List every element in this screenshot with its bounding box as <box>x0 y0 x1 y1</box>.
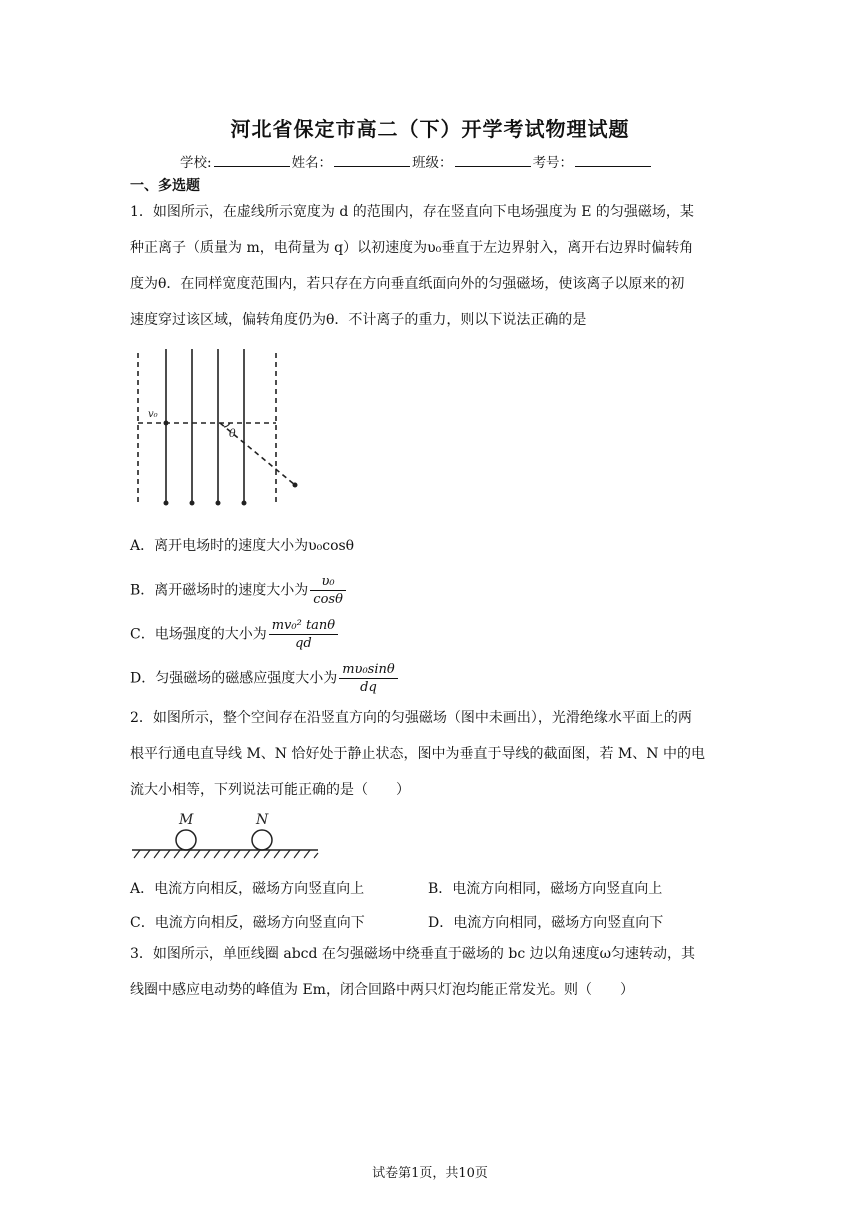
q2-line-3: 流大小相等，下列说法可能正确的是（ ） <box>130 782 410 798</box>
q1-d-fraction: $\frac{\text{mυ₀sinθ}}{dq}$ <box>339 661 397 696</box>
q3-line-1: 3．如图所示，单匝线圈 abcd 在匀强磁场中绕垂直于磁场的 bc 边以角速度ω匀速转动，其 <box>130 946 696 962</box>
name-blank <box>334 154 410 167</box>
wire-n <box>252 830 272 850</box>
class-label: 班级： <box>412 155 453 171</box>
label-n: N <box>256 812 269 828</box>
q2-wires-figure <box>130 808 320 860</box>
q1-line-2: 种正离子（质量为 m，电荷量为 q）以初速度为υ₀垂直于左边界射入，离开右边界时偏转角 <box>130 240 694 256</box>
q1-option-c: C．电场强度的大小为 $\frac{\text{mv₀² tanθ}}{qd}$ <box>130 617 338 652</box>
q2-line-1: 2．如图所示，整个空间存在沿竖直方向的匀强磁场（图中未画出），光滑绝缘水平面上的两 <box>130 710 692 726</box>
section-heading: 一、多选题 <box>130 178 200 194</box>
v0-label: v₀ <box>148 409 158 420</box>
question-2-text <box>130 700 730 808</box>
q1-option-b: B．离开磁场时的速度大小为 $\frac{\text{υ₀}}{\cos\theta}$ <box>130 573 346 608</box>
q1-line-3: 度为θ．在同样宽度范围内，若只存在方向垂直纸面向外的匀强磁场，使该离子以原来的初 <box>130 276 685 292</box>
q1-line-4: 速度穿过该区域，偏转角度仍为θ．不计离子的重力，则以下说法正确的是 <box>130 312 587 328</box>
q3-line-2: 线圈中感应电动势的峰值为 Em，闭合回路中两只灯泡均能正常发光。则（ ） <box>130 982 634 998</box>
school-label: 学校: <box>180 155 212 171</box>
q2-option-d: D．电流方向相同，磁场方向竖直向下 <box>428 915 664 931</box>
q2-line-2: 根平行通电直导线 M、N 恰好处于静止状态，图中为垂直于导线的截面图，若 M、N 中的电 <box>130 746 705 762</box>
school-blank <box>214 154 290 167</box>
page-footer: 试卷第1页，共10页 <box>372 1166 488 1181</box>
wire-m <box>176 830 196 850</box>
q2-option-c: C．电流方向相反，磁场方向竖直向下 <box>130 915 365 931</box>
number-blank <box>575 154 651 167</box>
ion-particle <box>164 421 169 426</box>
q1-b-fraction: $\frac{\text{υ₀}}{\cos\theta}$ <box>310 573 346 608</box>
q1-line-1: 1．如图所示，在虚线所示宽度为 d 的范围内，存在竖直向下电场强度为 E 的匀强磁场，某 <box>130 204 694 220</box>
number-label: 考号： <box>532 155 574 171</box>
class-blank <box>455 154 531 167</box>
q1-option-d: D．匀强磁场的磁感应强度大小为 $\frac{\text{mυ₀sinθ}}{dq}$ <box>130 661 398 696</box>
q2-option-a: A．电流方向相反，磁场方向竖直向上 <box>130 881 365 897</box>
name-label: 姓名： <box>291 155 333 171</box>
student-info-line <box>180 151 653 171</box>
question-3-text <box>130 936 730 1008</box>
q1-option-a: A．离开电场时的速度大小为υ₀cosθ <box>130 538 355 554</box>
q1-field-figure <box>130 345 302 510</box>
theta-label: θ <box>229 427 236 440</box>
page-title: 河北省保定市高二（下）开学考试物理试题 <box>230 117 630 141</box>
q2-option-b: B．电流方向相同，磁场方向竖直向上 <box>428 881 663 897</box>
question-1-text <box>130 194 730 338</box>
q1-c-fraction: $\frac{\text{mv₀² tanθ}}{qd}$ <box>269 617 338 652</box>
label-m: M <box>179 812 194 828</box>
